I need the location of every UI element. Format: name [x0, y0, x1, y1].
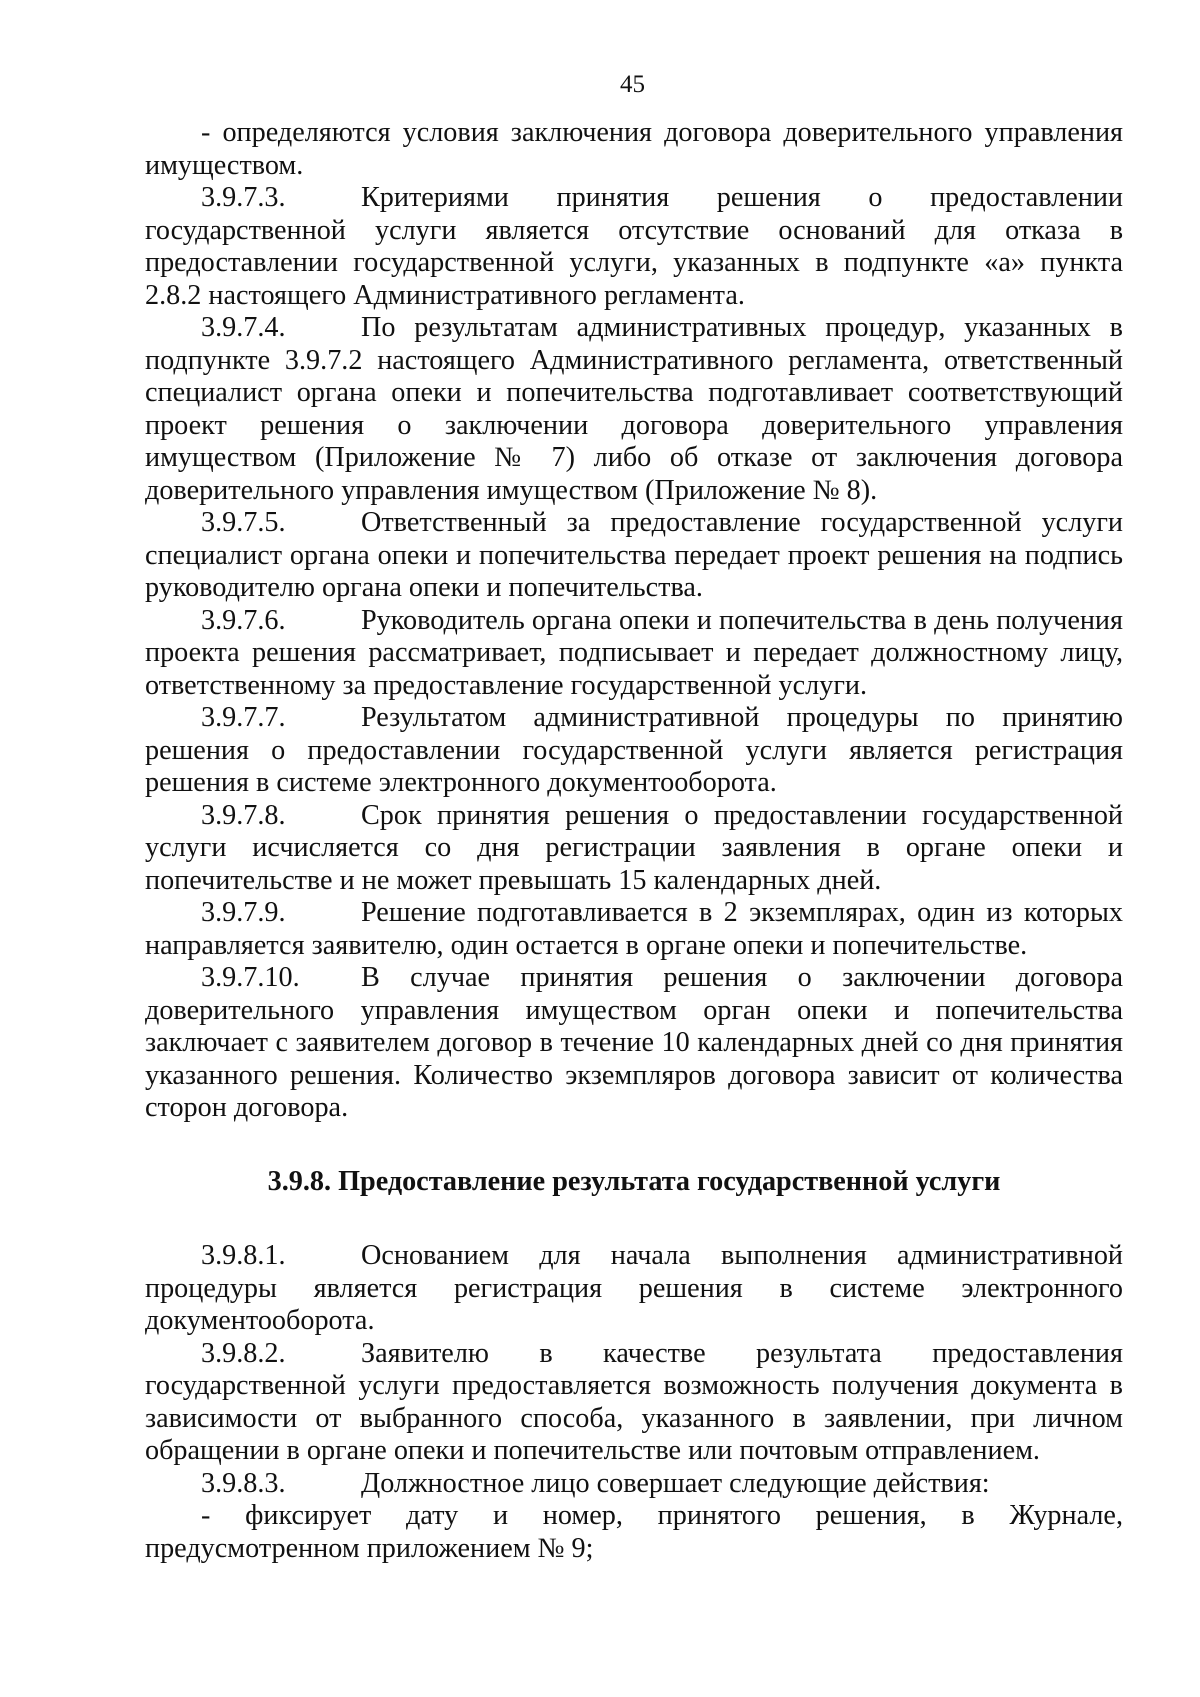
list-item-action: - фиксирует дату и номер, принятого решения, в Журнале, предусмотренном приложением № 9; [145, 1500, 1123, 1564]
paragraph-number: 3.9.8.1. [201, 1240, 286, 1271]
paragraph-text: Срок принятия решения о предоставлении государственной услуги исчисляется со дня регистрации заявления в органе опеки и попечительстве и не может превышать 15 календарных дней. [145, 799, 1123, 896]
paragraph-3-9-7-3 [145, 182, 1123, 312]
paragraph-number: 3.9.7.7. [201, 702, 286, 733]
paragraph-text: Решение подготавливается в 2 экземплярах, один из которых направляется заявителю, один остается в органе опеки и попечительстве. [145, 897, 1123, 961]
paragraph-text: Результатом административной процедуры по принятию решения о предоставлении государственной услуги является регистрация решения в системе электронного документооборота. [145, 702, 1123, 798]
paragraph-3-9-7-5 [145, 507, 1123, 605]
paragraph-3-9-7-6 [145, 605, 1123, 703]
paragraph-number: 3.9.7.8. [201, 799, 286, 831]
paragraph-text: В случае принятия решения о заключении договора доверительного управления имуществом орган опеки и попечительства заключает с заявителем договор в течение 10 календарных дней со дня принятия указанного решения. Количество экземпляров договора зависит от количества сторон договора. [145, 962, 1123, 1123]
paragraph-text: Должностное лицо совершает следующие действия: [361, 1467, 990, 1499]
page-number: 45 [620, 71, 645, 98]
paragraph-text: Заявителю в качестве результата предоставления государственной услуги предоставляется возможность получения документа в зависимости от выбранного способа, указанного в заявлении, при личном обращении в органе опеки и попечительстве или почтовым отправлением. [145, 1337, 1123, 1466]
paragraph-text: Критериями принятия решения о предоставлении государственной услуги является отсутствие оснований для отказа в предоставлении государственной услуги, указанных в подпункте «а» пункта 2.8.2 настоящего Административного регламента. [145, 182, 1123, 311]
paragraph-3-9-8-1 [145, 1240, 1123, 1338]
paragraph-number: 3.9.7.4. [201, 312, 286, 343]
paragraph-number: 3.9.7.10. [201, 962, 300, 993]
paragraph-text: Основанием для начала выполнения административной процедуры является регистрация решения в системе электронного документооборота. [145, 1240, 1123, 1336]
paragraph-number: 3.9.7.3. [201, 182, 286, 213]
paragraph-3-9-7-8 [145, 800, 1123, 898]
paragraph-3-9-8-3 [145, 1468, 1123, 1501]
document-body [145, 117, 1123, 1565]
paragraph-3-9-7-9 [145, 897, 1123, 962]
paragraph-number: 3.9.7.5. [201, 507, 286, 538]
paragraph-text: По результатам административных процедур, указанных в подпункте 3.9.7.2 настоящего Административного регламента, ответственный специалист органа опеки и попечительства подготавливает соответствующий проект решения о заключении договора доверительного управления имуществом (Приложение № 7) либо об отказе от заключения договора доверительного управления имуществом (Приложение № 8). [145, 312, 1123, 506]
paragraph-number: 3.9.8.3. [201, 1467, 286, 1499]
paragraph-intro [145, 117, 1123, 182]
paragraph-number: 3.9.7.6. [201, 604, 286, 636]
paragraph-3-9-7-10 [145, 962, 1123, 1125]
paragraph-text: Ответственный за предоставление государственной услуги специалист органа опеки и попечительства передает проект решения на подпись руководителю органа опеки и попечительства. [145, 507, 1123, 603]
section-heading: 3.9.8. Предоставление результата государственной услуги [267, 1165, 1001, 1197]
paragraph-3-9-8-2 [145, 1338, 1123, 1468]
paragraph-3-9-7-4 [145, 312, 1123, 507]
paragraph-text: Руководитель органа опеки и попечительства в день получения проекта решения рассматривает, подписывает и передает должностному лицу, ответственному за предоставление государственной услуги. [145, 604, 1123, 701]
paragraph-text: - определяются условия заключения договора доверительного управления имуществом. [145, 117, 1123, 181]
paragraph-number: 3.9.7.9. [201, 897, 286, 928]
paragraph-number: 3.9.8.2. [201, 1337, 286, 1369]
paragraph-3-9-7-7 [145, 702, 1123, 800]
